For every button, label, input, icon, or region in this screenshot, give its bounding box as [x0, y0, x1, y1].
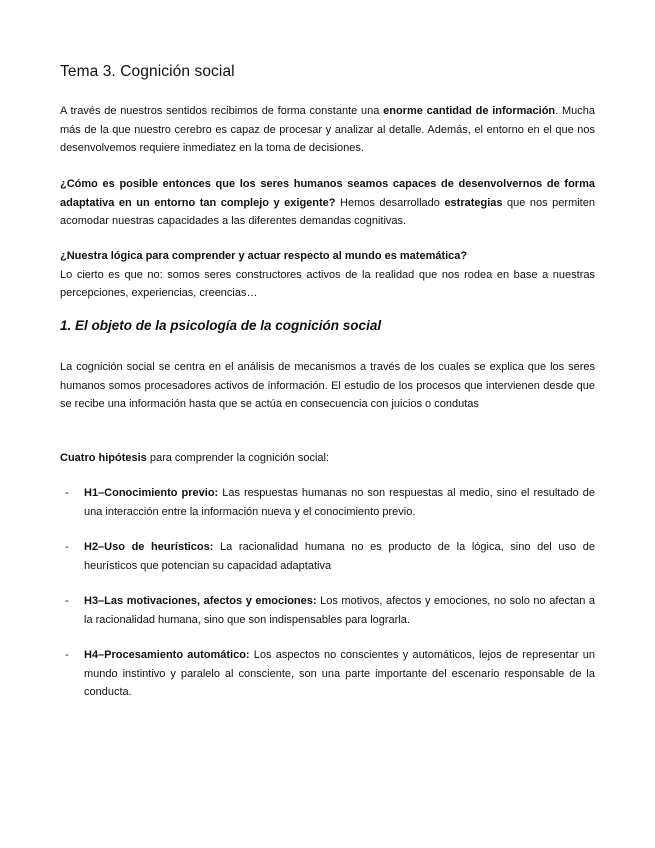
bullet-dash: - — [65, 649, 69, 661]
bullet-dash: - — [65, 541, 69, 553]
paragraph-logic — [60, 247, 595, 303]
paragraph-logic-question: ¿Nuestra lógica para comprender y actuar respecto al mundo es matemática? — [60, 250, 468, 262]
hypotheses-intro-rest: para comprender la cognición social: — [146, 452, 330, 464]
hypothesis-text: Los motivos, afectos y emociones, no solo no afectan a la racionalidad humana, sino que son indispensables para lograrla. — [84, 595, 595, 626]
list-item — [60, 538, 595, 575]
bullet-dash: - — [65, 595, 69, 607]
paragraph-intro — [60, 102, 595, 158]
section-heading: 1. El objeto de la psicología de la cognición social — [60, 318, 382, 333]
hypothesis-text: La racionalidad humana no es producto de la lógica, sino del uso de heurísticos que potencian su capacidad adaptativa — [84, 541, 595, 572]
list-item — [60, 484, 595, 521]
hypotheses-intro-bold: Cuatro hipótesis — [60, 452, 147, 464]
paragraph-intro-bold: enorme cantidad de información — [383, 105, 556, 117]
paragraph-question-text-b: Hemos desarrollado — [335, 196, 445, 209]
hypotheses-list — [60, 484, 595, 719]
section-paragraph: La cognición social se centra en el análisis de mecanismos a través de los cuales se explica que los seres humanos somos procesadores activos de información. El estudio de los procesos que intervienen desde que se recibe una información hasta que se actúa en consecuencia con juicios o condutas — [60, 361, 595, 410]
paragraph-intro-text-a: A través de nuestros sentidos recibimos de forma constante una — [60, 105, 384, 117]
hypotheses-intro — [60, 449, 595, 468]
paragraph-intro-text-c: . Mucha más de la que nuestro cerebro es capaz de procesar y analizar al detalle. Además, el entorno en el que nos desenvolvemos requiere inmediatez en la toma de decisiones. — [60, 105, 595, 154]
hypothesis-label: H4–Procesamiento automático: — [84, 649, 250, 661]
document-title: Tema 3. Cognición social — [60, 63, 235, 80]
hypothesis-label: H1–Conocimiento previo: — [84, 487, 219, 499]
hypothesis-label: H2–Uso de heurísticos: — [84, 541, 214, 553]
list-item — [60, 646, 595, 702]
hypothesis-text: Los aspectos no conscientes y automáticos, lejos de representar un mundo instintivo y paralelo al consciente, son una parte importante del escenario responsable de la conducta. — [84, 649, 595, 698]
paragraph-question-bold: ¿Cómo es posible entonces que los seres humanos seamos capaces de desenvolvernos de forma adaptativa en un entorno tan complejo y exigente? — [60, 178, 595, 209]
paragraph-logic-answer: Lo cierto es que no: somos seres constructores activos de la realidad que nos rodea en base a nuestras percepciones, experiencias, creencias… — [60, 268, 595, 299]
paragraph-question — [60, 175, 595, 231]
paragraph-question-strategies: estrategias — [444, 196, 503, 209]
list-item — [60, 592, 595, 629]
hypothesis-text: Las respuestas humanas no son respuestas al medio, sino el resultado de una interacción entre la información nueva y el conocimiento previo. — [84, 487, 595, 518]
bullet-dash: - — [65, 487, 69, 499]
paragraph-question-text-d: que nos permiten acomodar nuestras capacidades a las diferentes demandas cognitivas. — [60, 196, 595, 227]
hypothesis-label: H3–Las motivaciones, afectos y emociones: — [84, 595, 317, 607]
